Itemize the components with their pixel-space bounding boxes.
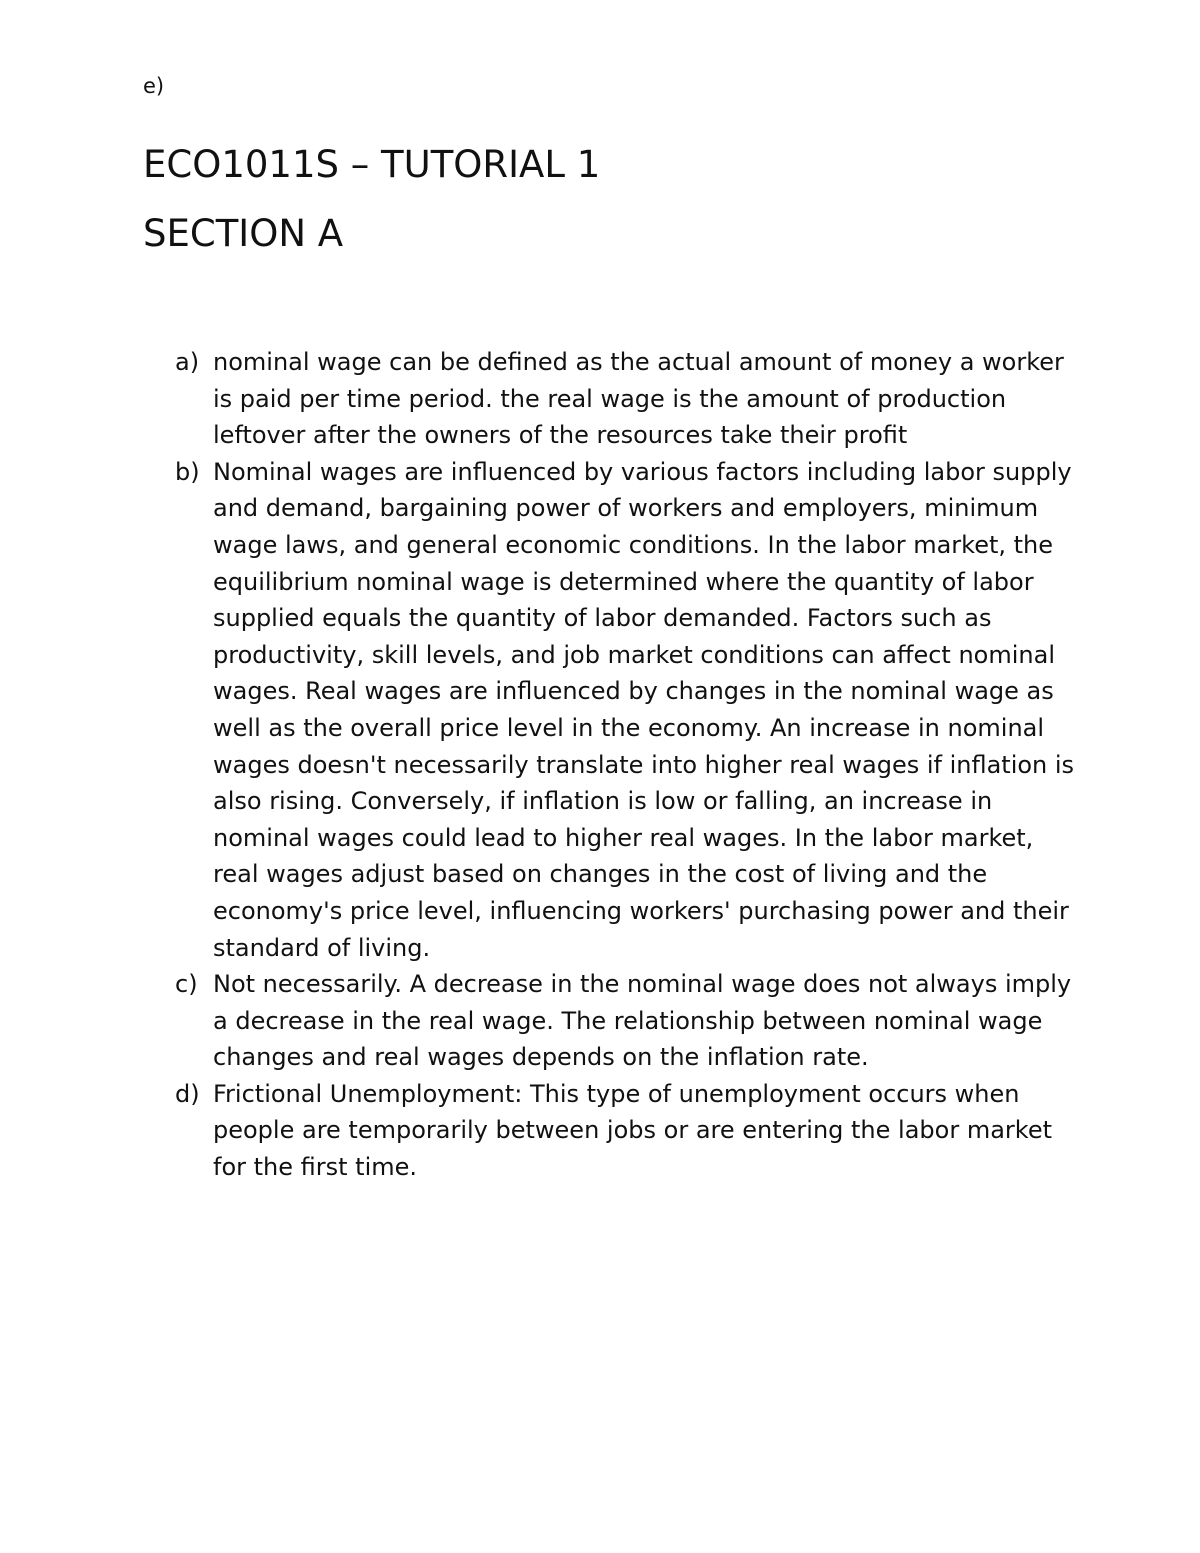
answer-text: Nominal wages are influenced by various factors including labor supply and demand, bargaining power of workers and employers, minimum wage laws, and general economic conditions. In the labor market, the equilibrium nominal wage is determined where the quantity of labor supplied equals the quantity of labor demanded. Factors such as productivity, skill levels, and job market conditions can affect nominal wages. Real wages are influenced by changes in the nominal wage as well as the overall price level in the economy. An increase in nominal wages doesn't necessarily translate into higher real wages if inflation is also rising. Conversely, if inflation is low or falling, an increase in nominal wages could lead to higher real wages. In the labor market, real wages adjust based on changes in the cost of living and the economy's price level, influencing workers' purchasing power and their standard of living. — [213, 457, 1075, 962]
page-title: ECO1011S – TUTORIAL 1 — [143, 143, 601, 186]
answer-marker: a) — [175, 348, 200, 376]
answer-marker: b) — [175, 457, 200, 486]
answer-list — [175, 344, 1075, 1186]
answer-marker: c) — [175, 970, 198, 999]
answer-item-a — [175, 344, 1075, 454]
answer-item-b — [175, 454, 1075, 966]
answer-text: Frictional Unemployment: This type of unemployment occurs when people are temporarily between jobs or are entering the labor market for the first time. — [213, 1079, 1052, 1182]
section-heading: SECTION A — [143, 212, 344, 255]
header-note: e) — [143, 74, 165, 98]
answer-text: Not necessarily. A decrease in the nominal wage does not always imply a decrease in the real wage. The relationship between nominal wage changes and real wages depends on the inflation rate. — [213, 970, 1072, 1072]
answer-marker: d) — [175, 1079, 200, 1108]
answer-item-d — [175, 1076, 1075, 1186]
answer-item-c — [175, 966, 1075, 1076]
answer-text: nominal wage can be defined as the actual amount of money a worker is paid per time period. the real wage is the amount of production leftover after the owners of the resources take their profit — [213, 348, 1064, 450]
